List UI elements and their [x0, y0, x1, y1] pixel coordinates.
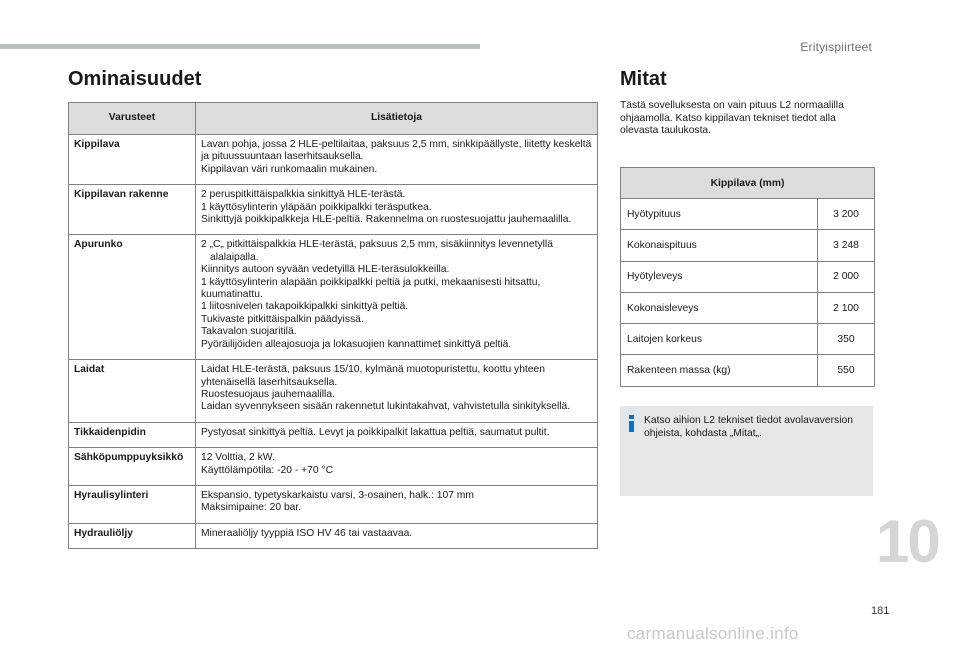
- info-icon: [628, 415, 636, 432]
- dimensions-title: Mitat: [620, 68, 667, 90]
- equipment-details: [195, 422, 597, 447]
- column-header-details: Lisätietoja: [195, 103, 597, 135]
- equipment-name: Hyraulisylinteri: [69, 485, 196, 523]
- equipment-name: Apurunko: [69, 235, 196, 360]
- features-title: Ominaisuudet: [68, 68, 202, 90]
- table-row: [621, 199, 875, 230]
- dimension-value: 2 000: [818, 261, 875, 292]
- equipment-details: [195, 135, 597, 185]
- watermark: carmanualsonline.info: [627, 624, 799, 643]
- detail-line: Mineraaliöljy tyyppiä ISO HV 46 tai vastaavaa.: [200, 527, 413, 539]
- dimension-value: 350: [818, 324, 875, 355]
- equipment-details: [195, 448, 597, 486]
- equipment-details: [195, 523, 597, 548]
- table-row: [69, 448, 598, 486]
- detail-line: 2 „C„ pitkittäispalkkia HLE-terästä, paksuus 2,5 mm, sisäkiinnitys levennetyllä alalaipalla.: [200, 239, 553, 263]
- detail-line: Pyöräilijöiden alleajosuoja ja lokasuojien kannattimet sinkittyä peltiä.: [200, 338, 512, 350]
- detail-line: Sinkittyjä poikkipalkkeja HLE-peltiä. Rakennelma on ruostesuojattu jauhemaalilla.: [200, 214, 572, 226]
- dimension-label: Hyötypituus: [621, 199, 818, 230]
- column-header-equipment: Varusteet: [69, 103, 196, 135]
- detail-line: Käyttölämpötila: -20 - +70 °C: [200, 464, 334, 476]
- page-number: 181: [871, 605, 890, 617]
- dimension-value: 550: [818, 355, 875, 386]
- detail-line: Tukivaste pitkittäispalkin päädyissä.: [200, 313, 364, 325]
- section-header: Erityispiirteet: [800, 40, 872, 54]
- table-row: [69, 422, 598, 447]
- dimension-label: Rakenteen massa (kg): [621, 355, 818, 386]
- detail-line: 1 käyttösylinterin yläpään poikkipalkki teräsputkea.: [200, 201, 432, 213]
- header-bar: [0, 44, 480, 49]
- equipment-name: Kippilavan rakenne: [69, 185, 196, 235]
- equipment-name: Laidat: [69, 360, 196, 423]
- detail-line: Laidan syvennykseen sisään rakennetut lukintakahvat, vahvistetulla sinkityksellä.: [200, 401, 571, 413]
- equipment-details: [195, 235, 597, 360]
- dimension-value: 2 100: [818, 292, 875, 323]
- table-row: [69, 523, 598, 548]
- equipment-name: Kippilava: [69, 135, 196, 185]
- dimensions-table: [620, 167, 875, 387]
- dimension-label: Hyötyleveys: [621, 261, 818, 292]
- equipment-details: [195, 485, 597, 523]
- dimensions-header: Kippilava (mm): [621, 168, 875, 199]
- table-row: [621, 355, 875, 386]
- table-row: [69, 185, 598, 235]
- detail-line: Kiinnitys autoon syvään vedetyillä HLE-teräsulokkeilla.: [200, 264, 450, 276]
- equipment-name: Sähköpumppuyksikkö: [69, 448, 196, 486]
- dimension-label: Kokonaisleveys: [621, 292, 818, 323]
- detail-line: Kippilavan väri runkomaalin mukainen.: [200, 163, 378, 175]
- table-row: [621, 230, 875, 261]
- equipment-details: [195, 185, 597, 235]
- detail-line: Takavalon suojaritilä.: [200, 326, 297, 338]
- table-row: [621, 324, 875, 355]
- dimension-label: Kokonaispituus: [621, 230, 818, 261]
- chapter-number: 10: [876, 508, 939, 575]
- detail-line: Lavan pohja, jossa 2 HLE-peltilaitaa, paksuus 2,5 mm, sinkkipäällyste, liitetty keskeltä ja pituussuuntaan laserhitsauksella.: [200, 139, 592, 163]
- table-row: [69, 485, 598, 523]
- table-row: [69, 135, 598, 185]
- dimensions-intro: Tästä sovelluksesta on vain pituus L2 normaalilla ohjaamolla. Katso kippilavan tekniset tiedot alla olevasta taulukosta.: [620, 100, 844, 137]
- detail-line: 1 käyttösylinterin alapään poikkipalkki peltiä ja putki, mekaanisesti hitsattu, kuumatinattu.: [200, 276, 541, 301]
- info-note: [620, 406, 873, 496]
- detail-line: 2 peruspitkittäispalkkia sinkittyä HLE-terästä.: [200, 189, 406, 201]
- equipment-details: [195, 360, 597, 423]
- table-row: [69, 235, 598, 360]
- table-row: [621, 292, 875, 323]
- dimensions-table-header: [621, 168, 875, 199]
- detail-line: 1 liitosnivelen takapoikkipalkki sinkittyä peltiä.: [200, 301, 409, 313]
- dimension-value: 3 200: [818, 199, 875, 230]
- features-table-header: [69, 103, 598, 135]
- detail-line: Ruostesuojaus jauhemaalilla.: [200, 388, 335, 400]
- detail-line: 12 Volttia, 2 kW.: [200, 452, 275, 464]
- info-note-text: Katso aihion L2 tekniset tiedot avolavaversion ohjeista, kohdasta „Mitat„.: [644, 415, 853, 439]
- features-table: [68, 102, 598, 549]
- detail-line: Laidat HLE-terästä, paksuus 15/10, kylmänä muotopuristettu, koottu yhteen yhtenäisellä laserhitsauksella.: [200, 364, 545, 388]
- table-row: [621, 261, 875, 292]
- detail-line: Pystyosat sinkittyä peltiä. Levyt ja poikkipalkit lakattua peltiä, saumatut pultit.: [200, 426, 550, 438]
- detail-line: Ekspansio, typetyskarkaistu varsi, 3-osainen, halk.: 107 mm: [200, 489, 474, 501]
- dimension-value: 3 248: [818, 230, 875, 261]
- table-row: [69, 360, 598, 423]
- detail-line: Maksimipaine: 20 bar.: [200, 502, 302, 514]
- equipment-name: Hydrauliöljy: [69, 523, 196, 548]
- equipment-name: Tikkaidenpidin: [69, 422, 196, 447]
- dimension-label: Laitojen korkeus: [621, 324, 818, 355]
